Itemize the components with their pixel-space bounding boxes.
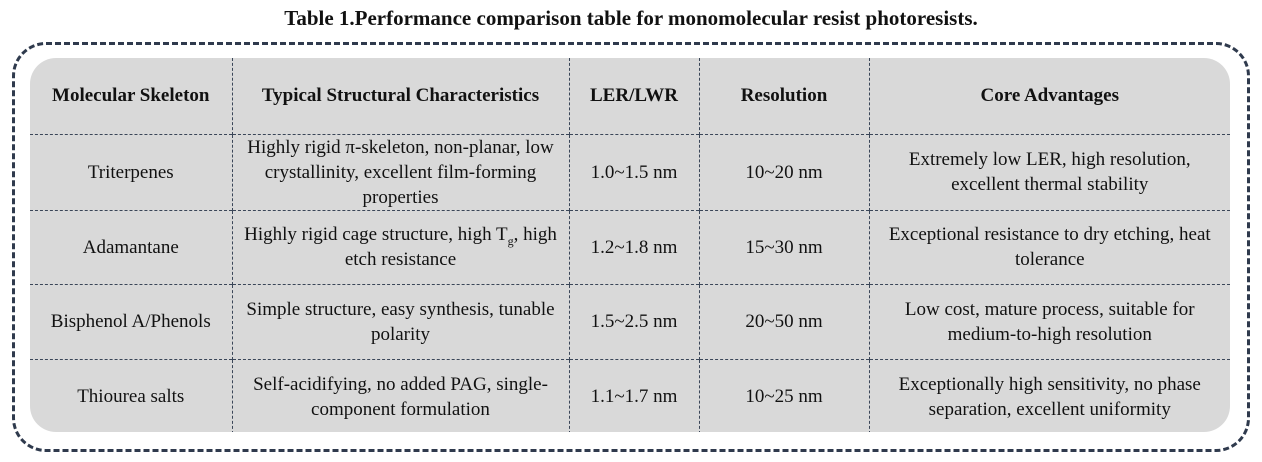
characteristics-text-tail: , high etch resistance [344,224,557,271]
cell-ler-lwr: 1.2~1.8 nm [569,210,699,285]
cell-skeleton: Thiourea salts [30,359,232,432]
cell-ler-lwr: 1.1~1.7 nm [569,359,699,432]
subscript-g: g [507,234,514,249]
cell-skeleton: Bisphenol A/Phenols [30,285,232,360]
table-row [30,210,1230,285]
cell-skeleton: Adamantane [30,210,232,285]
table-row [30,285,1230,360]
cell-characteristics [232,210,569,285]
cell-characteristics: Highly rigid π-skeleton, non-planar, low crystallinity, excellent film-forming properties [232,134,569,210]
characteristics-text: Highly rigid cage structure, high T [244,224,508,246]
cell-characteristics: Simple structure, easy synthesis, tunable polarity [232,285,569,360]
cell-resolution: 20~50 nm [699,285,869,360]
table-title: Table 1.Performance comparison table for monomolecular resist photoresists. [284,6,978,30]
cell-characteristics: Self-acidifying, no added PAG, single-component formulation [232,359,569,432]
header-structural-characteristics: Typical Structural Characteristics [232,58,569,134]
table-row [30,134,1230,210]
table-header-row [30,58,1230,134]
header-core-advantages: Core Advantages [869,58,1230,134]
cell-ler-lwr: 1.5~2.5 nm [569,285,699,360]
comparison-table [30,58,1230,432]
cell-skeleton: Triterpenes [30,134,232,210]
cell-resolution: 10~25 nm [699,359,869,432]
table-panel [30,58,1230,432]
cell-advantages: Low cost, mature process, suitable for medium-to-high resolution [869,285,1230,360]
cell-advantages: Exceptional resistance to dry etching, heat tolerance [869,210,1230,285]
cell-advantages: Extremely low LER, high resolution, excellent thermal stability [869,134,1230,210]
header-ler-lwr: LER/LWR [569,58,699,134]
header-resolution: Resolution [699,58,869,134]
cell-resolution: 10~20 nm [699,134,869,210]
table-row [30,359,1230,432]
cell-advantages: Exceptionally high sensitivity, no phase separation, excellent uniformity [869,359,1230,432]
cell-resolution: 15~30 nm [699,210,869,285]
cell-ler-lwr: 1.0~1.5 nm [569,134,699,210]
header-molecular-skeleton: Molecular Skeleton [52,85,210,107]
